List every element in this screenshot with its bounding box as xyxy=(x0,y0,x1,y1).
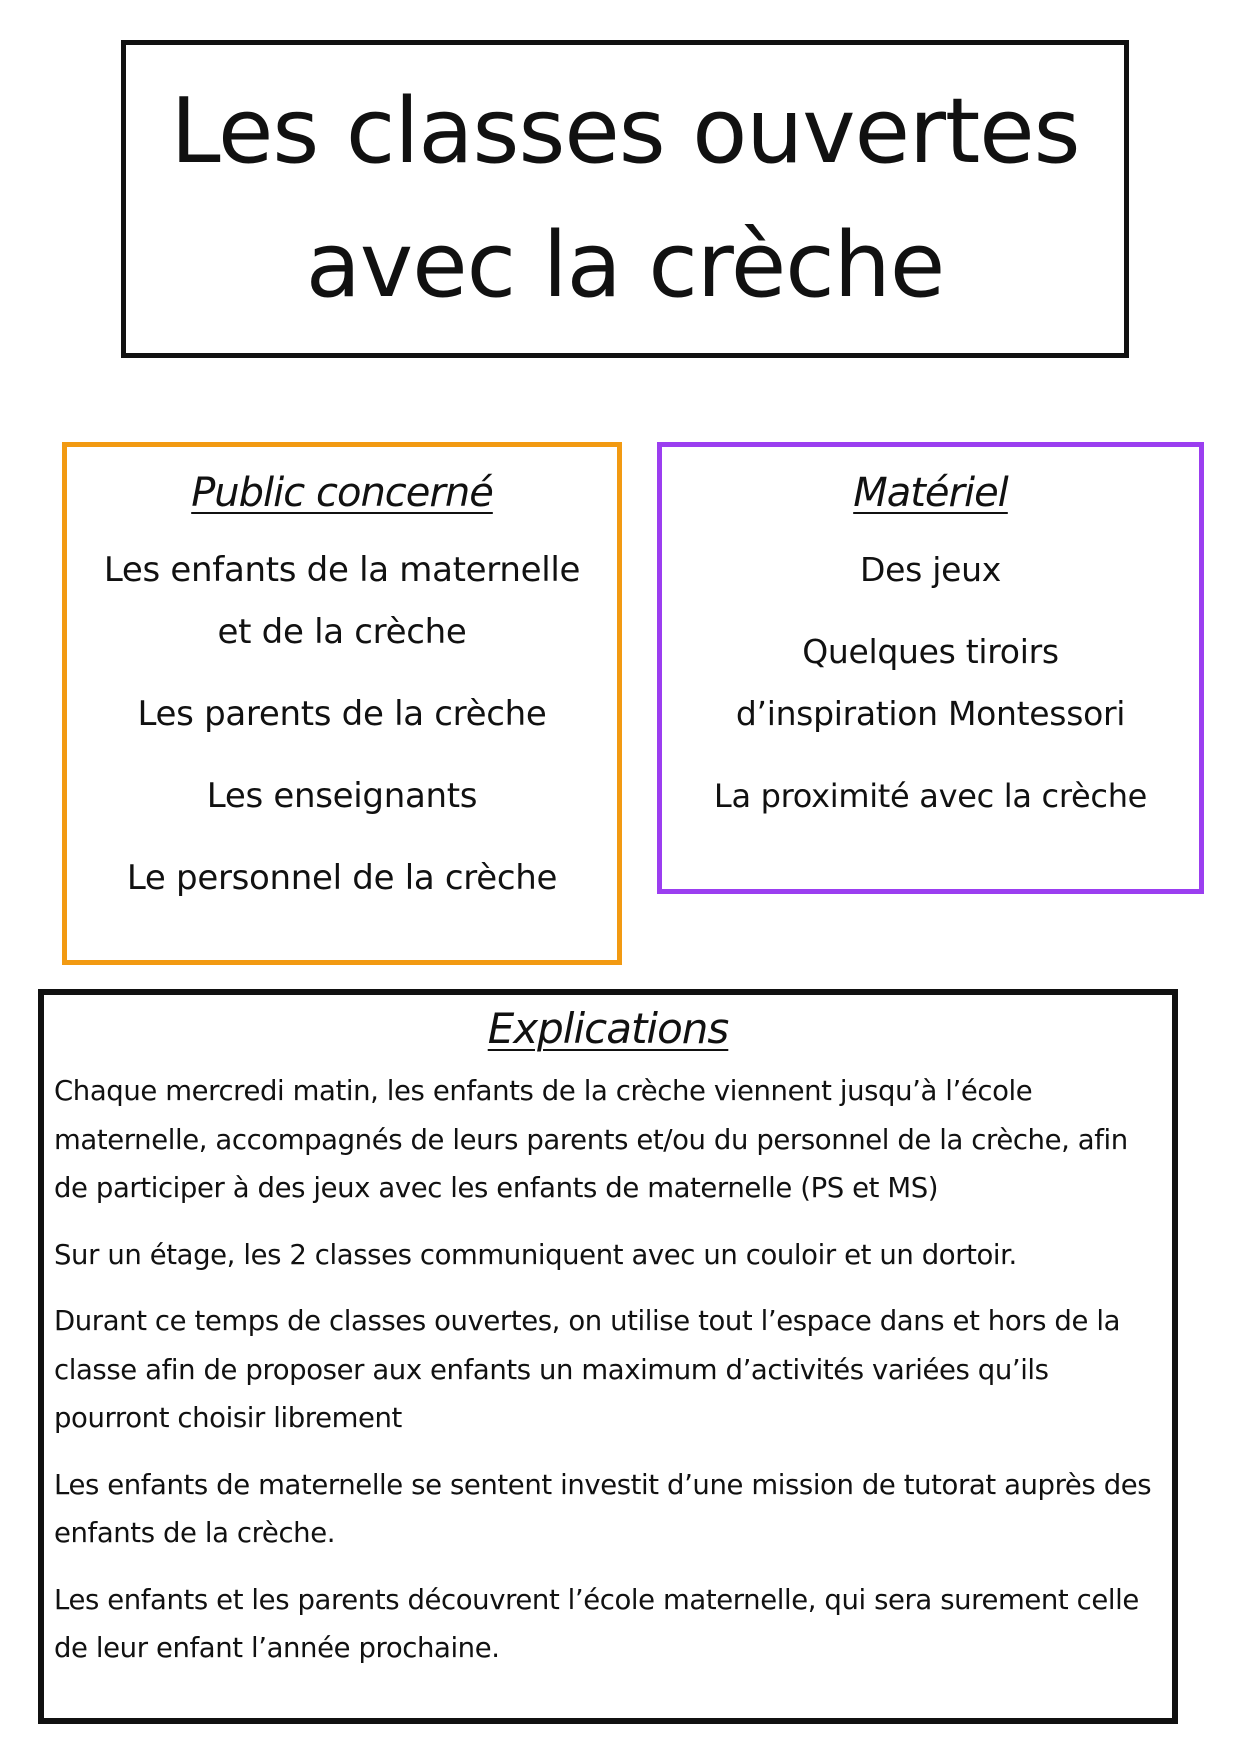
paragraph: Les enfants de maternelle se sentent investit d’une mission de tutorat auprès des enfants de la crèche. xyxy=(54,1468,1152,1549)
public-concerne-heading: Public concerné xyxy=(191,470,493,516)
list-item: Les enfants de la maternelle et de la crèche xyxy=(103,550,581,652)
explications-paragraphs xyxy=(44,1053,1172,1673)
paragraph: Chaque mercredi matin, les enfants de la crèche viennent jusqu’à l’école maternelle, accompagnés de leurs parents et/ou du personnel de la crèche, afin de participer à des jeux avec les enfants de maternelle (PS et MS) xyxy=(54,1075,1128,1204)
list-item: Le personnel de la crèche xyxy=(126,858,558,898)
title-box xyxy=(121,40,1129,358)
materiel-list xyxy=(662,539,1199,827)
materiel-box xyxy=(657,442,1204,894)
list-item: Les enseignants xyxy=(206,776,478,816)
list-item: Quelques tiroirs d’inspiration Montessori xyxy=(735,632,1126,733)
public-concerne-list xyxy=(67,539,617,909)
list-item: La proximité avec la crèche xyxy=(713,777,1148,815)
list-item: Les parents de la crèche xyxy=(137,694,547,734)
explications-box xyxy=(38,989,1178,1724)
page-title-line-1: Les classes ouvertes xyxy=(170,79,1080,184)
paragraph: Sur un étage, les 2 classes communiquent avec un couloir et un dortoir. xyxy=(54,1238,1017,1271)
materiel-heading: Matériel xyxy=(853,470,1008,516)
public-concerne-box xyxy=(62,442,622,965)
explications-heading: Explications xyxy=(487,1004,729,1053)
page-title-line-2: avec la crèche xyxy=(305,213,945,318)
list-item: Des jeux xyxy=(860,550,1001,589)
paragraph: Durant ce temps de classes ouvertes, on utilise tout l’espace dans et hors de la classe afin de proposer aux enfants un maximum d’activités variées qu’ils pourront choisir librement xyxy=(54,1305,1121,1434)
paragraph: Les enfants et les parents découvrent l’école maternelle, qui sera surement celle de leur enfant l’année prochaine. xyxy=(54,1583,1139,1664)
